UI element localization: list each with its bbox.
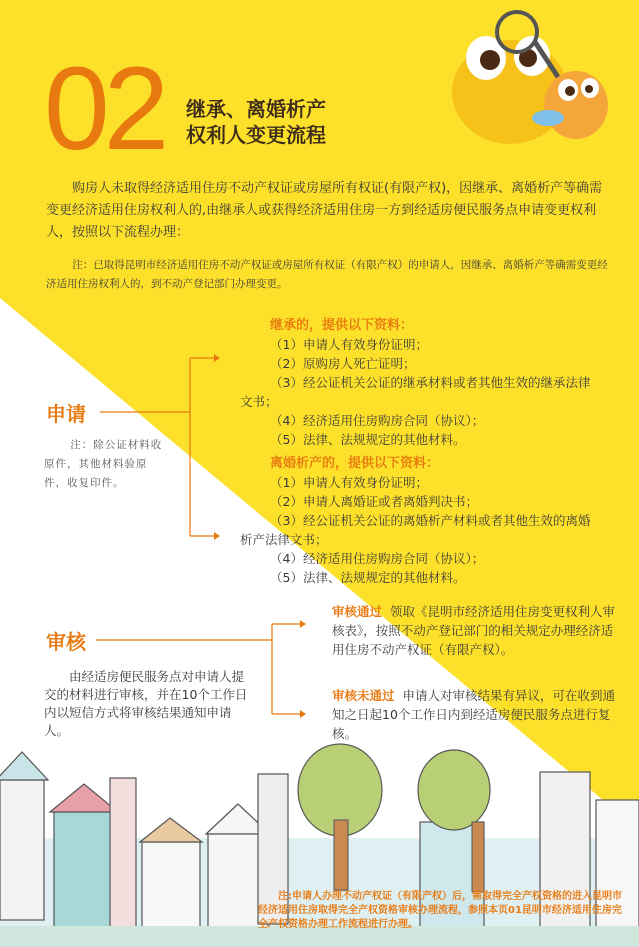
top-note: 注：已取得昆明市经济适用住房不动产权证或房屋所有权证（有限产权）的申请人，因继承、离婚析产等确需变更经济适用住房权利人的，到不动产登记部门办理变更。: [46, 259, 608, 290]
section-title: [186, 96, 326, 148]
list-item: （3）经公证机关公证的离婚析产材料或者其他生效的离婚: [270, 513, 591, 528]
list-item: （3）经公证机关公证的继承材料或者其他生效的继承法律: [270, 375, 591, 390]
list-item: （4）经济适用住房购房合同（协议）；: [270, 413, 485, 428]
list-item: （5）法律、法规规定的其他材料。: [270, 432, 466, 447]
inherit-materials: [240, 314, 630, 449]
section-title-line1: 继承、离婚析产: [186, 97, 326, 121]
review-fail-label: 审核未通过: [332, 688, 395, 703]
review-pass-text: 领取《昆明市经济适用住房变更权利人审核表》，按照不动产登记部门的相关规定办理经济适用住房不动产权证（有限产权）。: [332, 604, 616, 657]
list-item: （2）申请人离婚证或者离婚判决书；: [270, 494, 478, 509]
section-title-line2: 权利人变更流程: [186, 123, 326, 147]
list-item: （5）法律、法规规定的其他材料。: [270, 570, 466, 585]
list-item: （2）原购房人死亡证明；: [270, 356, 416, 371]
intro-paragraph: 购房人未取得经济适用住房不动产权证或房屋所有权证(有限产权)，因继承、离婚析产等确需变更经济适用住房权利人的,由继承人或获得经济适用住房一方到经适房便民服务点申请变更权利人，按照以下流程办理：: [46, 181, 603, 240]
review-pass: [332, 602, 616, 659]
list-item: （1）申请人有效身份证明；: [270, 337, 428, 352]
review-heading: 审核: [46, 630, 86, 654]
review-pass-label: 审核通过: [332, 604, 383, 619]
review-note: 由经适房便民服务点对申请人提交的材料进行审核，并在10个工作日内以短信方式将审核结果通知申请人。: [44, 669, 248, 738]
apply-note: 注：除公证材料收原件，其他材料验原件，收复印件。: [44, 439, 163, 489]
apply-heading: 申请: [46, 402, 86, 426]
review-fail: [332, 686, 616, 743]
list-item: 文书；: [240, 394, 278, 409]
bottom-note: 注:申请人办理不动产权证（有限产权）后，需取得完全产权资格的进入昆明市经济适用住房取得完全产权资格审核办理流程，参照本页01昆明市经济适用住房完全产权资格办理工作流程进行办理。: [258, 891, 622, 930]
divorce-materials: [240, 452, 630, 587]
list-item: 析产法律文书；: [240, 532, 328, 547]
inherit-title: 继承的，提供以下资料：: [270, 318, 414, 333]
inherit-list: [240, 335, 630, 449]
divorce-list: [240, 473, 630, 587]
list-item: （4）经济适用住房购房合同（协议）；: [270, 551, 485, 566]
list-item: （1）申请人有效身份证明；: [270, 475, 428, 490]
divorce-title: 离婚析产的，提供以下资料：: [270, 456, 440, 471]
review-fail-text: 申请人对审核结果有异议，可在收到通知之日起10个工作日内到经适房便民服务点进行复核。: [332, 688, 616, 741]
section-number: 02: [44, 43, 164, 175]
